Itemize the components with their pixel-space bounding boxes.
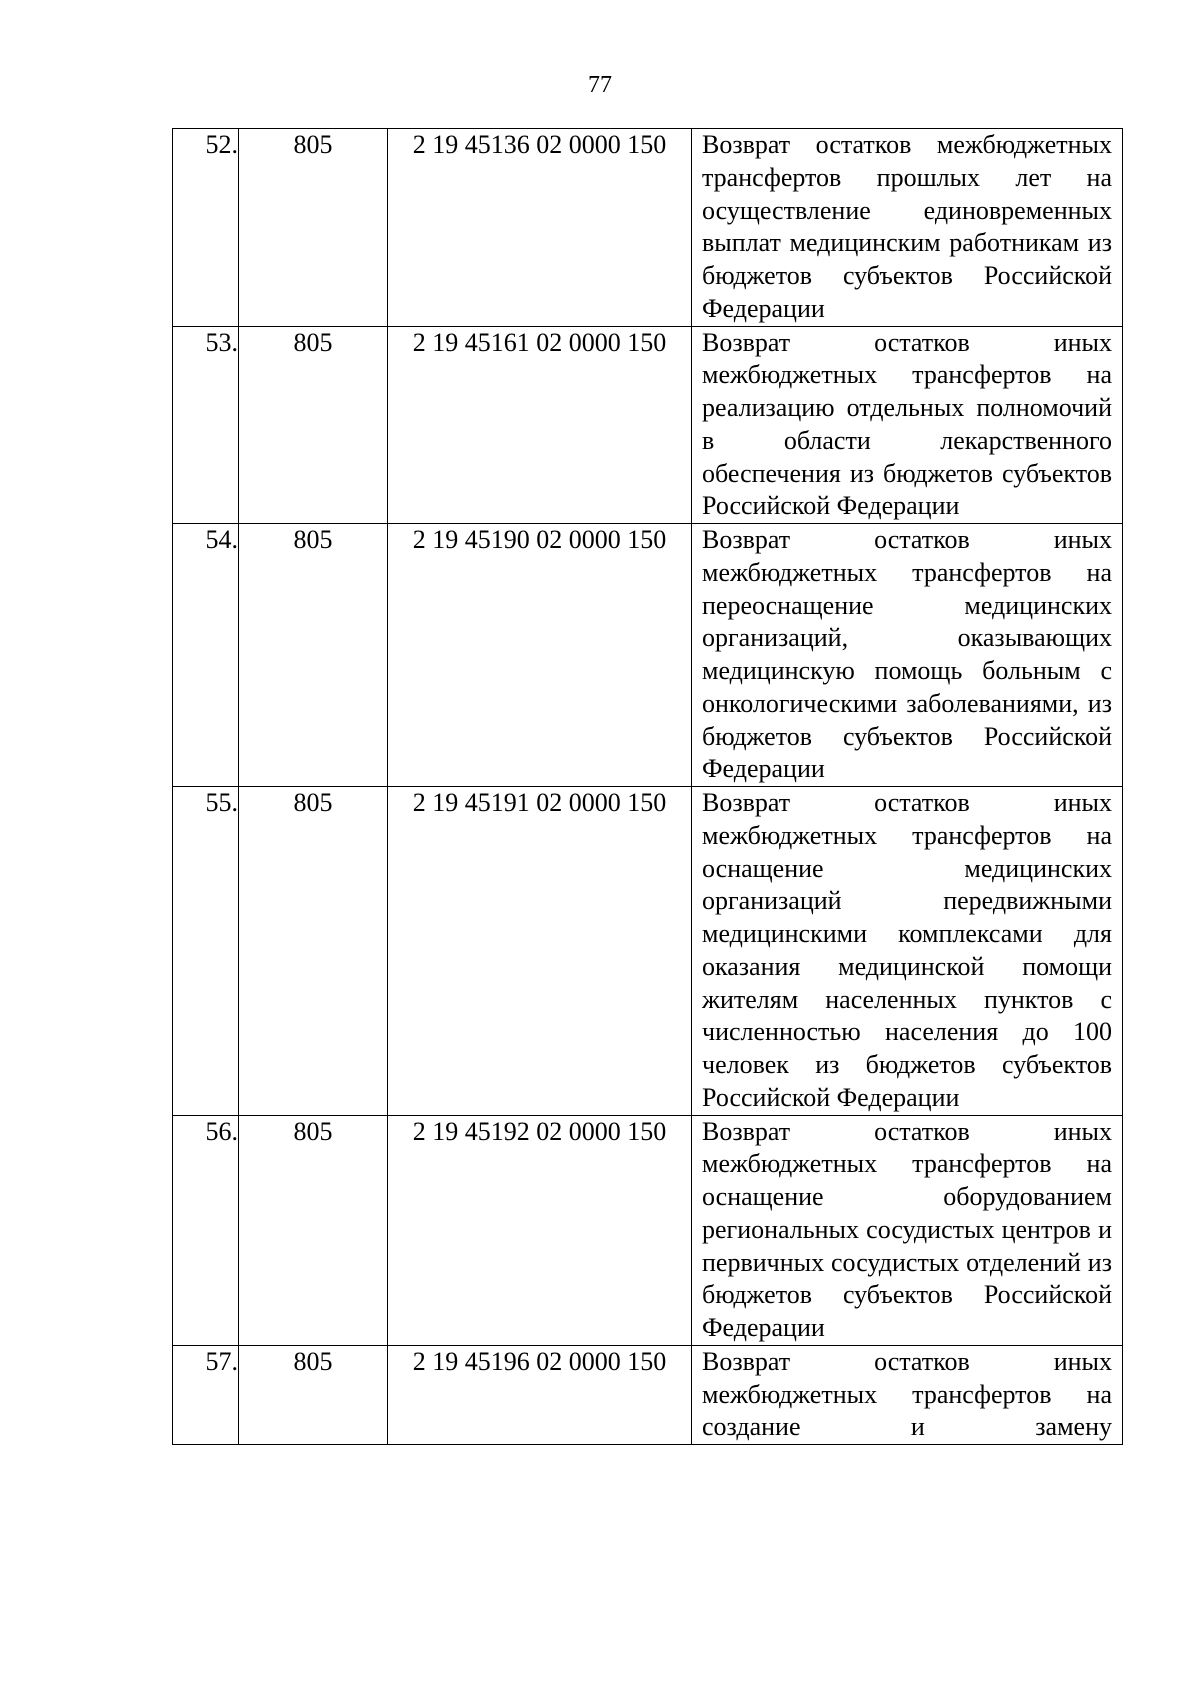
- budget-classification-code: 2 19 45161 02 0000 150: [388, 326, 692, 524]
- budget-classification-code: 2 19 45190 02 0000 150: [388, 524, 692, 787]
- administrator-code: 805: [239, 1345, 388, 1444]
- income-name: Возврат остатков иных межбюджетных трансфертов на переоснащение медицинских организаций, оказывающих медицинскую помощь больным с онкологическими заболеваниями, из бюджетов субъектов Российской Федерации: [692, 524, 1123, 787]
- budget-classification-code: 2 19 45192 02 0000 150: [388, 1115, 692, 1345]
- row-number: 55.: [173, 787, 239, 1116]
- table-row: [173, 326, 1123, 524]
- page-number: 77: [588, 72, 612, 98]
- row-number: 52.: [173, 129, 239, 327]
- income-name: Возврат остатков иных межбюджетных трансфертов на оснащение оборудованием региональных сосудистых центров и первичных сосудистых отделений из бюджетов субъектов Российской Федерации: [692, 1115, 1123, 1345]
- income-name: Возврат остатков иных межбюджетных трансфертов на создание и замену: [692, 1345, 1123, 1444]
- administrator-code: 805: [239, 787, 388, 1116]
- administrator-code: 805: [239, 524, 388, 787]
- administrator-code: 805: [239, 326, 388, 524]
- table-row: [173, 524, 1123, 787]
- budget-classification-code: 2 19 45136 02 0000 150: [388, 129, 692, 327]
- table-row: [173, 787, 1123, 1116]
- table-row: [173, 1345, 1123, 1444]
- budget-codes-table: [172, 128, 1123, 1445]
- income-name: Возврат остатков иных межбюджетных трансфертов на оснащение медицинских организаций передвижными медицинскими комплексами для оказания медицинской помощи жителям населенных пунктов с численностью населения до 100 человек из бюджетов субъектов Российской Федерации: [692, 787, 1123, 1116]
- budget-classification-code: 2 19 45196 02 0000 150: [388, 1345, 692, 1444]
- table-row: [173, 129, 1123, 327]
- table-row: [173, 1115, 1123, 1345]
- row-number: 53.: [173, 326, 239, 524]
- income-name: Возврат остатков иных межбюджетных трансфертов на реализацию отдельных полномочий в области лекарственного обеспечения из бюджетов субъектов Российской Федерации: [692, 326, 1123, 524]
- administrator-code: 805: [239, 1115, 388, 1345]
- income-name: Возврат остатков межбюджетных трансфертов прошлых лет на осуществление единовременных выплат медицинским работникам из бюджетов субъектов Российской Федерации: [692, 129, 1123, 327]
- administrator-code: 805: [239, 129, 388, 327]
- row-number: 57.: [173, 1345, 239, 1444]
- budget-classification-code: 2 19 45191 02 0000 150: [388, 787, 692, 1116]
- row-number: 54.: [173, 524, 239, 787]
- row-number: 56.: [173, 1115, 239, 1345]
